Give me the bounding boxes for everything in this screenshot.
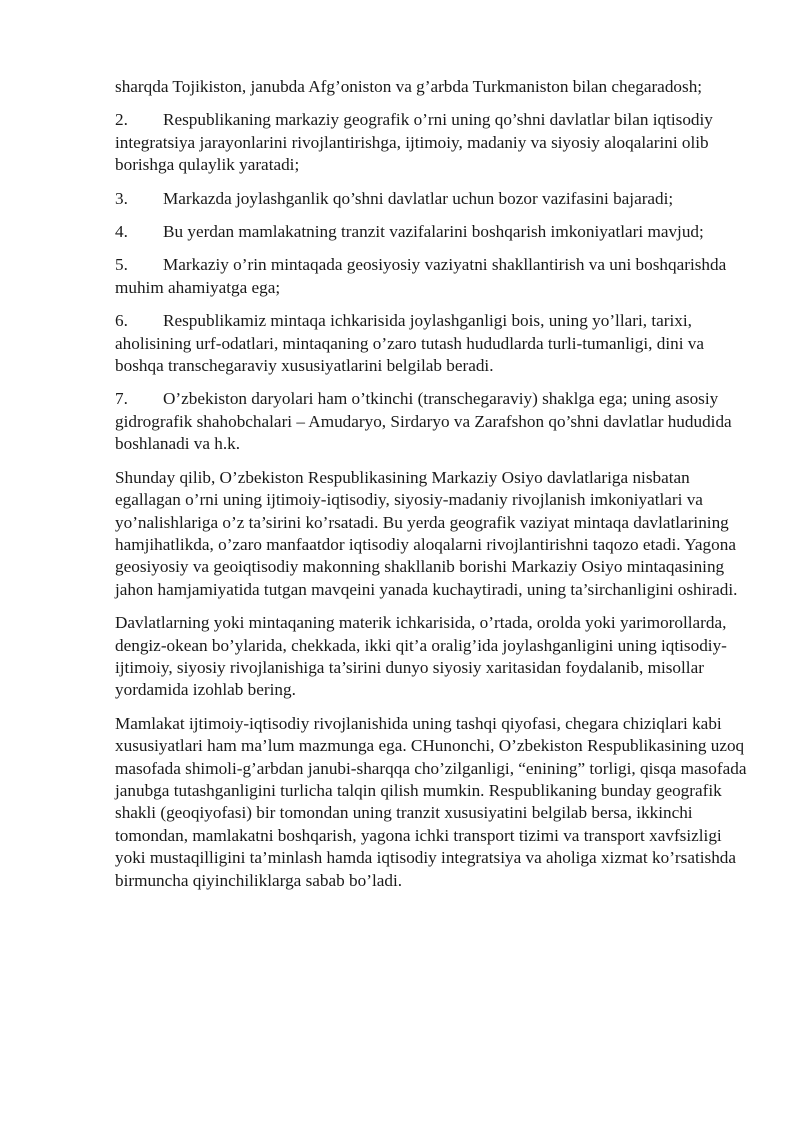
list-item (115, 221, 752, 243)
list-number: 7. (115, 389, 128, 409)
list-number: 4. (115, 222, 128, 242)
body-paragraph: Davlatlarning yoki mintaqaning materik ichkarisida, o’rtada, orolda yoki yarimorollarda, dengiz-okean bo’ylarida, chekkada, ikki qit’a oralig’ida joylashganligini uning iqtisodiy-ijtimoiy, siyosiy rivojlanishiga ta’sirini dunyo siyosiy xaritasidan foydalanib, misollar yordamida izohlab bering. (115, 613, 727, 700)
list-text: Bu yerdan mamlakatning tranzit vazifalarini boshqarish imkoniyatlari mavjud; (163, 222, 704, 242)
list-item (115, 388, 752, 455)
list-text: Respublikaning markaziy geografik o’rni uning qo’shni davlatlar bilan iqtisodiy integratsiya jarayonlarini rivojlantirishga, ijtimoiy, madaniy va siyosiy aloqalarini olib borishga qulaylik yaratadi; (115, 110, 713, 175)
list-item (115, 188, 752, 210)
list-text: Markaziy o’rin mintaqada geosiyosiy vaziyatni shakllantirish va uni boshqarishda muhim ahamiyatga ega; (115, 255, 727, 297)
list-text: Markazda joylashganlik qo’shni davlatlar uchun bozor vazifasini bajaradi; (163, 188, 674, 208)
list-item (115, 254, 752, 299)
body-paragraph: Mamlakat ijtimoiy-iqtisodiy rivojlanishida uning tashqi qiyofasi, chegara chiziqlari kabi xususiyatlari ham ma’lum mazmunga ega. CHunonchi, O’zbekiston Respublikasining uzoq masofada shimoli-g’arbdan janubi-sharqqa cho’zilganligi, “enining” torligi, qisqa masofada janubga tutashganligini turlicha talqin qilish mumkin. Respublikaning bunday geografik shakli (geoqiyofasi) bir tomondan uning tranzit xususiyatini belgilab bersa, ikkinchi tomondan, mamlakatni boshqarish, yagona ichki transport tizimi va transport xavfsizligi yoki mustaqilligini ta’minlash hamda iqtisodiy integratsiya va aholiga xizmat ko’rsatishda birmuncha qiyinchiliklarga sabab bo’ladi. (115, 713, 747, 890)
list-number: 6. (115, 311, 128, 331)
list-item (115, 310, 752, 377)
list-number: 3. (115, 188, 128, 208)
list-number: 2. (115, 110, 128, 130)
list-text: O’zbekiston daryolari ham o’tkinchi (transchegaraviy) shaklga ega; uning asosiy gidrografik shahobchalari – Amudaryo, Sirdaryo va Zarafshon qo’shni davlatlar hududida boshlanadi va h.k. (115, 389, 732, 454)
list-text: Respublikamiz mintaqa ichkarisida joylashganligi bois, uning yo’llari, tarixi, aholisining urf-odatlari, mintaqaning o’zaro tutash hududlarda turli-tumanligi, dini va boshqa transchegaraviy xususiyatlarini belgilab beradi. (115, 311, 705, 376)
body-paragraph: Shunday qilib, O’zbekiston Respublikasining Markaziy Osiyo davlatlariga nisbatan egallagan o’rni uning ijtimoiy-iqtisodiy, siyosiy-madaniy rivojlanish imkoniyatlari va yo’nalishlariga o’z ta’sirini ko’rsatadi. Bu yerda geografik vaziyat mintaqa davlatlarining hamjihatlikda, o’zaro manfaatdor iqtisodiy aloqalarni rivojlantirishni taqozo etadi. Yagona geosiyosiy va geoiqtisodiy makonning shakllanib borishi Markaziy Osiyo mintaqasining jahon hamjamiyatida tutgan mavqeini yanada kuchaytiradi, uning ta’sirchanligini oshiradi. (115, 467, 738, 599)
intro-text: sharqda Tojikiston, janubda Afg’oniston va g’arbda Turkmaniston bilan chegaradosh; (115, 77, 703, 96)
list-item (115, 109, 752, 176)
list-number: 5. (115, 255, 128, 275)
